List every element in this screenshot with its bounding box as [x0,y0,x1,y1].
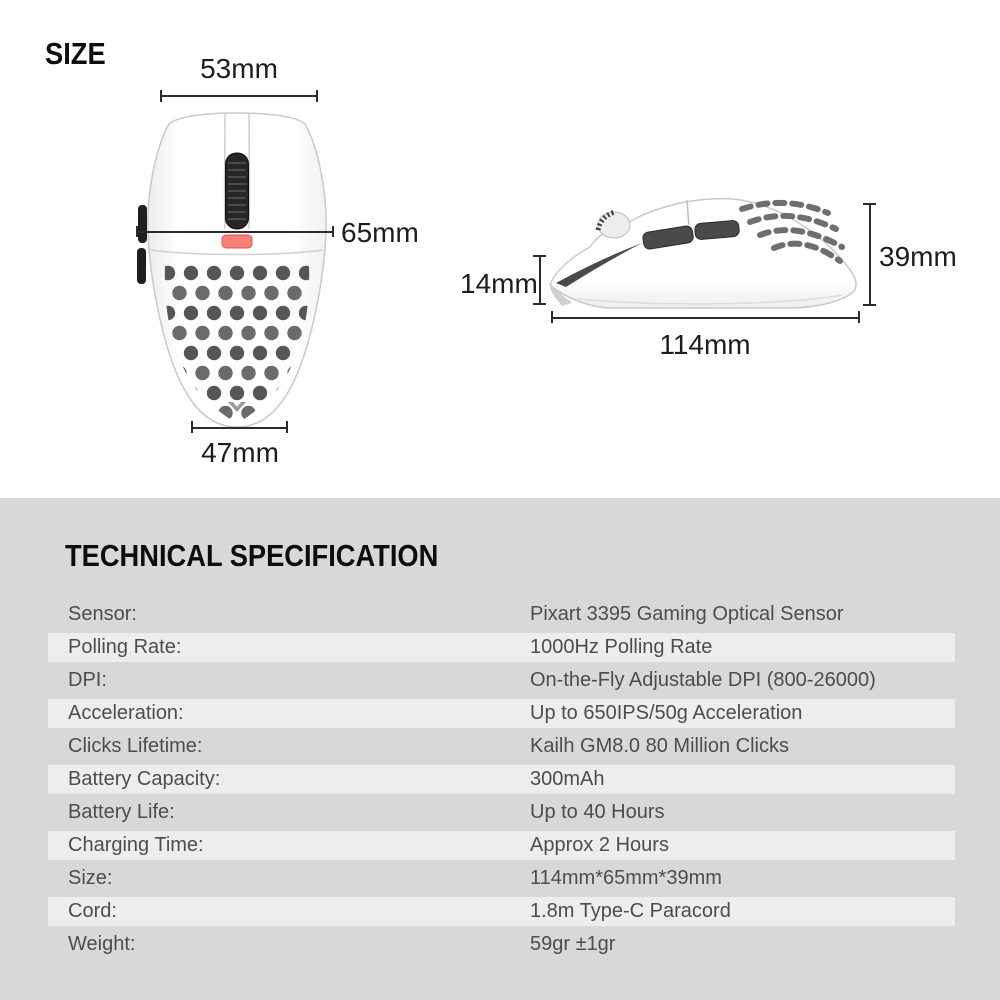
spec-value: 300mAh [530,768,605,790]
spec-value: Approx 2 Hours [530,834,669,856]
spec-value: 59gr ±1gr [530,933,616,955]
spec-label: Battery Life: [68,801,175,823]
spec-row [48,829,955,862]
dim-tick [191,421,193,433]
dim-tick [160,90,162,102]
dim-label-rear-width: 47mm [201,437,279,468]
spec-value: Kailh GM8.0 80 Million Clicks [530,735,789,757]
spec-section-title: TECHNICAL SPECIFICATION [65,538,439,573]
honeycomb-holes [165,265,309,423]
dim-label-back-height: 39mm [879,241,957,272]
dpi-indicator [222,235,252,248]
dim-tick [533,303,546,305]
spec-row [48,631,955,664]
dim-label-front-height: 14mm [460,268,538,299]
dim-line-top-width [160,95,318,97]
dim-line-rear-width [191,427,288,429]
dim-tick [286,421,288,433]
spec-value: 1.8m Type-C Paracord [530,900,731,922]
spec-value: Up to 650IPS/50g Acceleration [530,702,803,724]
spec-label: Size: [68,867,113,889]
spec-row [48,862,955,895]
dim-tick [863,304,876,306]
dim-tick [533,255,546,257]
spec-label: Battery Capacity: [68,768,221,790]
spec-value: Pixart 3395 Gaming Optical Sensor [530,603,844,625]
dim-label-body-width: 65mm [341,217,419,248]
spec-label: Clicks Lifetime: [68,735,203,757]
spec-row [48,796,955,829]
dim-line-back-height [869,204,871,306]
dim-label-top-width: 53mm [200,53,278,84]
spec-value: 114mm*65mm*39mm [530,867,722,889]
dim-line-body-width [136,231,334,233]
spec-value: Up to 40 Hours [530,801,665,823]
spec-row [48,763,955,796]
mouse-top-view-illustration [133,107,341,433]
spec-label: Sensor: [68,603,137,625]
mouse-body [550,199,856,308]
side-buttons [137,205,147,284]
spec-section [0,498,1000,1000]
dim-tick [551,311,553,323]
dim-line-length [551,317,860,319]
spec-label: Acceleration: [68,702,184,724]
spec-value: On-the-Fly Adjustable DPI (800-26000) [530,669,876,691]
spec-label: Weight: [68,933,136,955]
dim-tick [858,311,860,323]
dim-tick [863,203,876,205]
spec-row [48,664,955,697]
spec-label: Cord: [68,900,117,922]
spec-table [48,598,955,961]
spec-value: 1000Hz Polling Rate [530,636,713,658]
dim-tick [136,226,138,237]
spec-row [48,598,955,631]
dim-tick [316,90,318,102]
spec-row [48,730,955,763]
scroll-wheel [226,153,249,229]
spec-row [48,697,955,730]
size-section-title: SIZE [45,36,106,71]
dim-label-length: 114mm [659,329,751,360]
dim-tick [332,226,334,237]
spec-label: Charging Time: [68,834,204,856]
spec-row [48,895,955,928]
spec-label: Polling Rate: [68,636,182,658]
mouse-side-view-illustration [540,185,870,315]
scroll-wheel [598,212,630,238]
spec-row [48,928,955,961]
dim-line-front-height [539,256,541,305]
spec-label: DPI: [68,669,107,691]
